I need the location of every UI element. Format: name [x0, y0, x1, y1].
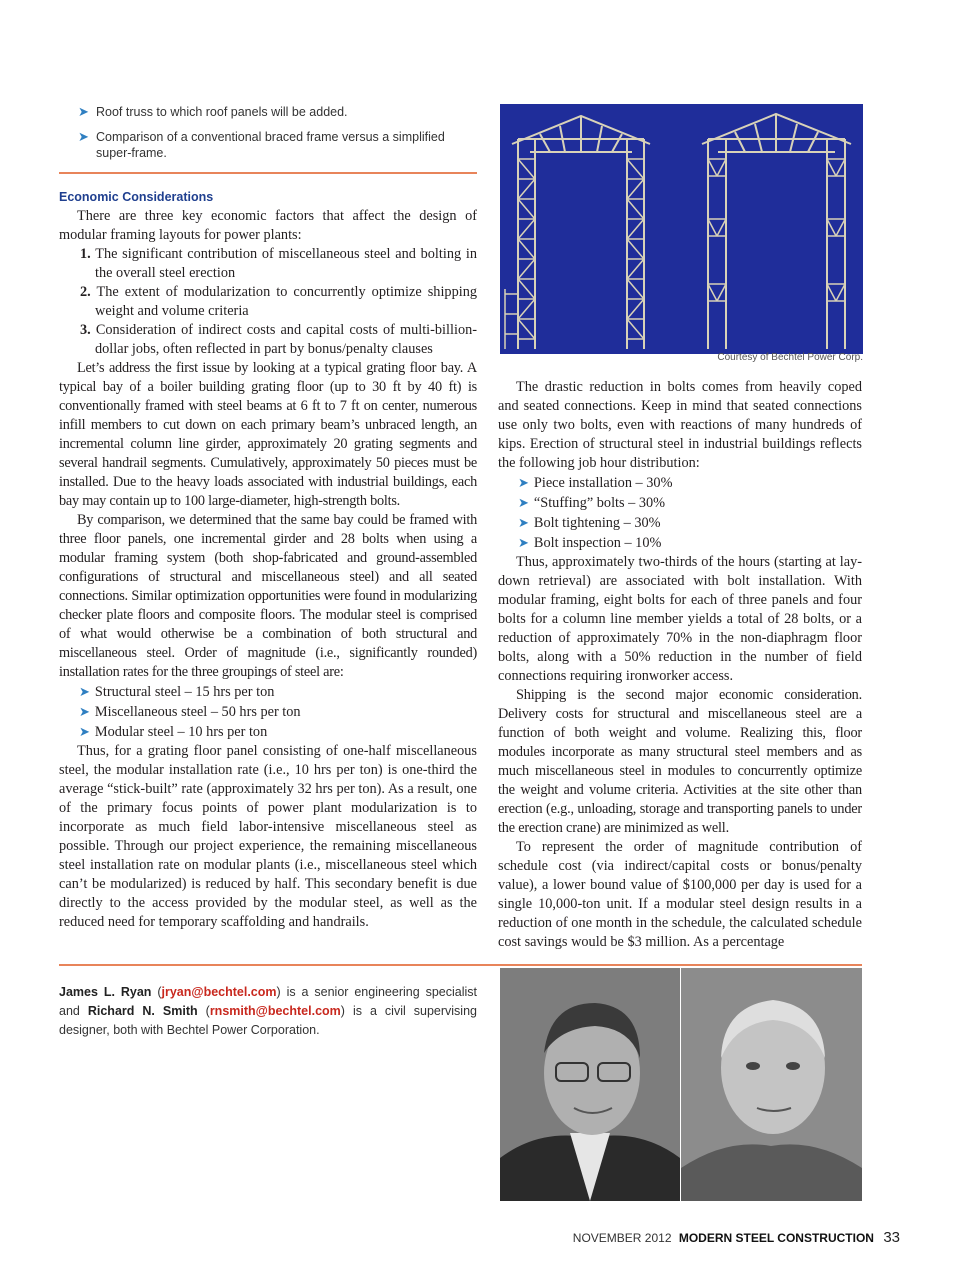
author-photo-smith: [681, 968, 862, 1201]
author-email-link[interactable]: rnsmith@bechtel.com: [209, 1004, 341, 1018]
braced-frame-diagram: [500, 104, 863, 354]
arrow-right-icon: ➤: [518, 475, 529, 490]
paragraph-installation-rate: Thus, for a grating floor panel consisting of one-half miscellaneous steel, the modular installation rate (i.e., 10 hrs per ton) is one-third the average “stick-built” rate (approximately 32 hrs per ton). As a result, one of the primary focus points of power plant modularization is to incorporate as much field labor-intensive miscellaneous steel as possible. Through our project experience, the remaining miscellaneous steel installation rate on modular plants (i.e., miscellaneous steel which can’t be modularized) is reduced by half. This secondary benefit is due directly to the access provided by the modular steel, as well as the reduced need for temporary scaffolding and handrails.: [59, 743, 477, 930]
caption-frame-comparison: ➤ Comparison of a conventional braced frame versus a simplified super-frame.: [78, 129, 445, 160]
frame-comparison-figure: [500, 104, 863, 354]
list-item: ➤ “Stuffing” bolts – 30%: [518, 495, 666, 511]
bio-divider: [59, 964, 862, 966]
page-footer: [573, 1229, 900, 1246]
author-name: Richard N. Smith: [87, 1004, 198, 1018]
arrow-left-icon: ➤: [78, 104, 89, 119]
list-item: ➤ Miscellaneous steel – 50 hrs per ton: [79, 704, 301, 720]
caption-divider: [59, 172, 477, 174]
figure-credit: Courtesy of Bechtel Power Corp.: [717, 352, 863, 363]
list-item: ➤ Modular steel – 10 hrs per ton: [79, 724, 268, 740]
paragraph-comparison: By comparison, we determined that the same bay could be framed with three floor panels, one incremental girder and 28 bolts when using a modular framing system (both shop-fabricated and ground-assembled configurations of structural and miscellaneous steel) and all seated connections. Similar optimization opportunities were found in modularizing checker plate floors and composite floors. The modular steel is comprised of what would otherwise be a combination of both structural and miscellaneous steel. Order of magnitude (i.e., significantly rounded) installation rates for the three groupings of steel are:: [59, 512, 477, 680]
list-item: ➤ Piece installation – 30%: [518, 475, 673, 491]
section-heading: Economic Considerations: [59, 190, 214, 204]
list-item: 3. Consideration of indirect costs and capital costs of multi-billion-dollar jobs, often reflected in part by bonus/penalty clauses: [80, 322, 478, 357]
intro-paragraph: There are three key economic factors that affect the design of modular framing layouts for power plants:: [59, 208, 477, 243]
rates-list: [59, 682, 477, 742]
paragraph-bolt-hours: Thus, approximately two-thirds of the hours (starting at lay-down retrieval) are associated with bolt installation. With modular framing, eight bolts for each of three panels and four bolts for a column line member yields a total of 28 bolts, or a reduction of approximately 70% in the non-diaphragm floor bolts, along with a 50% reduction in the number of field connections requiring ironworker access.: [498, 554, 862, 684]
distribution-list: [498, 473, 862, 553]
arrow-right-icon: ➤: [79, 684, 90, 699]
page-number: 33: [883, 1229, 900, 1246]
arrow-right-icon: ➤: [79, 704, 90, 719]
factors-list: [59, 245, 477, 359]
list-item: 1. The significant contribution of miscellaneous steel and bolting in the overall steel erection: [80, 246, 477, 281]
author-email-link[interactable]: jryan@bechtel.com: [161, 985, 277, 999]
author-photo-ryan: [500, 968, 680, 1201]
magazine-title: MODERN STEEL CONSTRUCTION: [678, 1231, 874, 1245]
right-column: [498, 378, 862, 952]
paragraph-schedule-cost: To represent the order of magnitude contribution of schedule cost (via indirect/capital costs or bonus/penalty value), a lower bound value of $100,000 per day is used for a single 10,000-ton unit. If a modular steel design results in a reduction of one month in the schedule, the calculated schedule cost savings would be $3 million. As a percentage: [498, 839, 862, 950]
author-name: James L. Ryan: [59, 985, 152, 999]
issue-date: NOVEMBER 2012: [572, 1231, 672, 1245]
left-column: [59, 189, 477, 932]
arrow-right-icon: ➤: [518, 495, 529, 510]
author-bio: James L. Ryan (jryan@bechtel.com) is a senior engineering specialist and Richard N. Smith (rnsmith@bechtel.com) is a civil supervising designer, both with Bechtel Power Corporation.: [59, 985, 477, 1037]
list-item: 2. The extent of modularization to concurrently optimize shipping weight and volume criteria: [80, 284, 477, 319]
arrow-right-icon: ➤: [518, 535, 529, 550]
arrow-right-icon: ➤: [79, 724, 90, 739]
list-item: ➤ Bolt tightening – 30%: [518, 515, 661, 531]
list-item: ➤ Bolt inspection – 10%: [518, 535, 662, 551]
arrow-right-icon: ➤: [518, 515, 529, 530]
list-item: ➤ Structural steel – 15 hrs per ton: [79, 684, 275, 700]
arrow-right-icon: ➤: [78, 129, 89, 144]
paragraph-grating-bay: Let’s address the first issue by looking at a typical grating floor bay. A typical bay of a boiler building grating floor (up to 30 ft by 40 ft) is conventionally framed with steel beams at 6 ft to 7 ft on center, numerous infill members to cut down on each primary beam’s unbraced length, an incremental column line girder, approximately 20 grating segments and several handrail segments. Cumulatively, approximately 50 pieces must be installed. Due to the heavy loads associated with industrial buildings, each bay may contain up to 100 large-diameter, high-strength bolts.: [59, 360, 477, 509]
paragraph-shipping: Shipping is the second major economic consideration. Delivery costs for structural and miscellaneous steel are a function of both weight and volume. Realizing this, floor modules incorporate as many structural steel members and as much miscellaneous steel in modules to concurrently optimize the weight and volume criteria. Activities at the site other than erection (e.g., unloading, storage and transporting panels to under the erection crane) are minimized as well.: [498, 687, 862, 836]
paragraph-bolt-reduction: The drastic reduction in bolts comes from heavily coped and seated connections. Keep in mind that seated connections use only two bolts, even with reactions of many hundreds of kips. Erection of structural steel in industrial buildings reflects the following job hour distribution:: [498, 379, 862, 471]
caption-roof-truss: ➤ Roof truss to which roof panels will be added.: [78, 104, 348, 119]
